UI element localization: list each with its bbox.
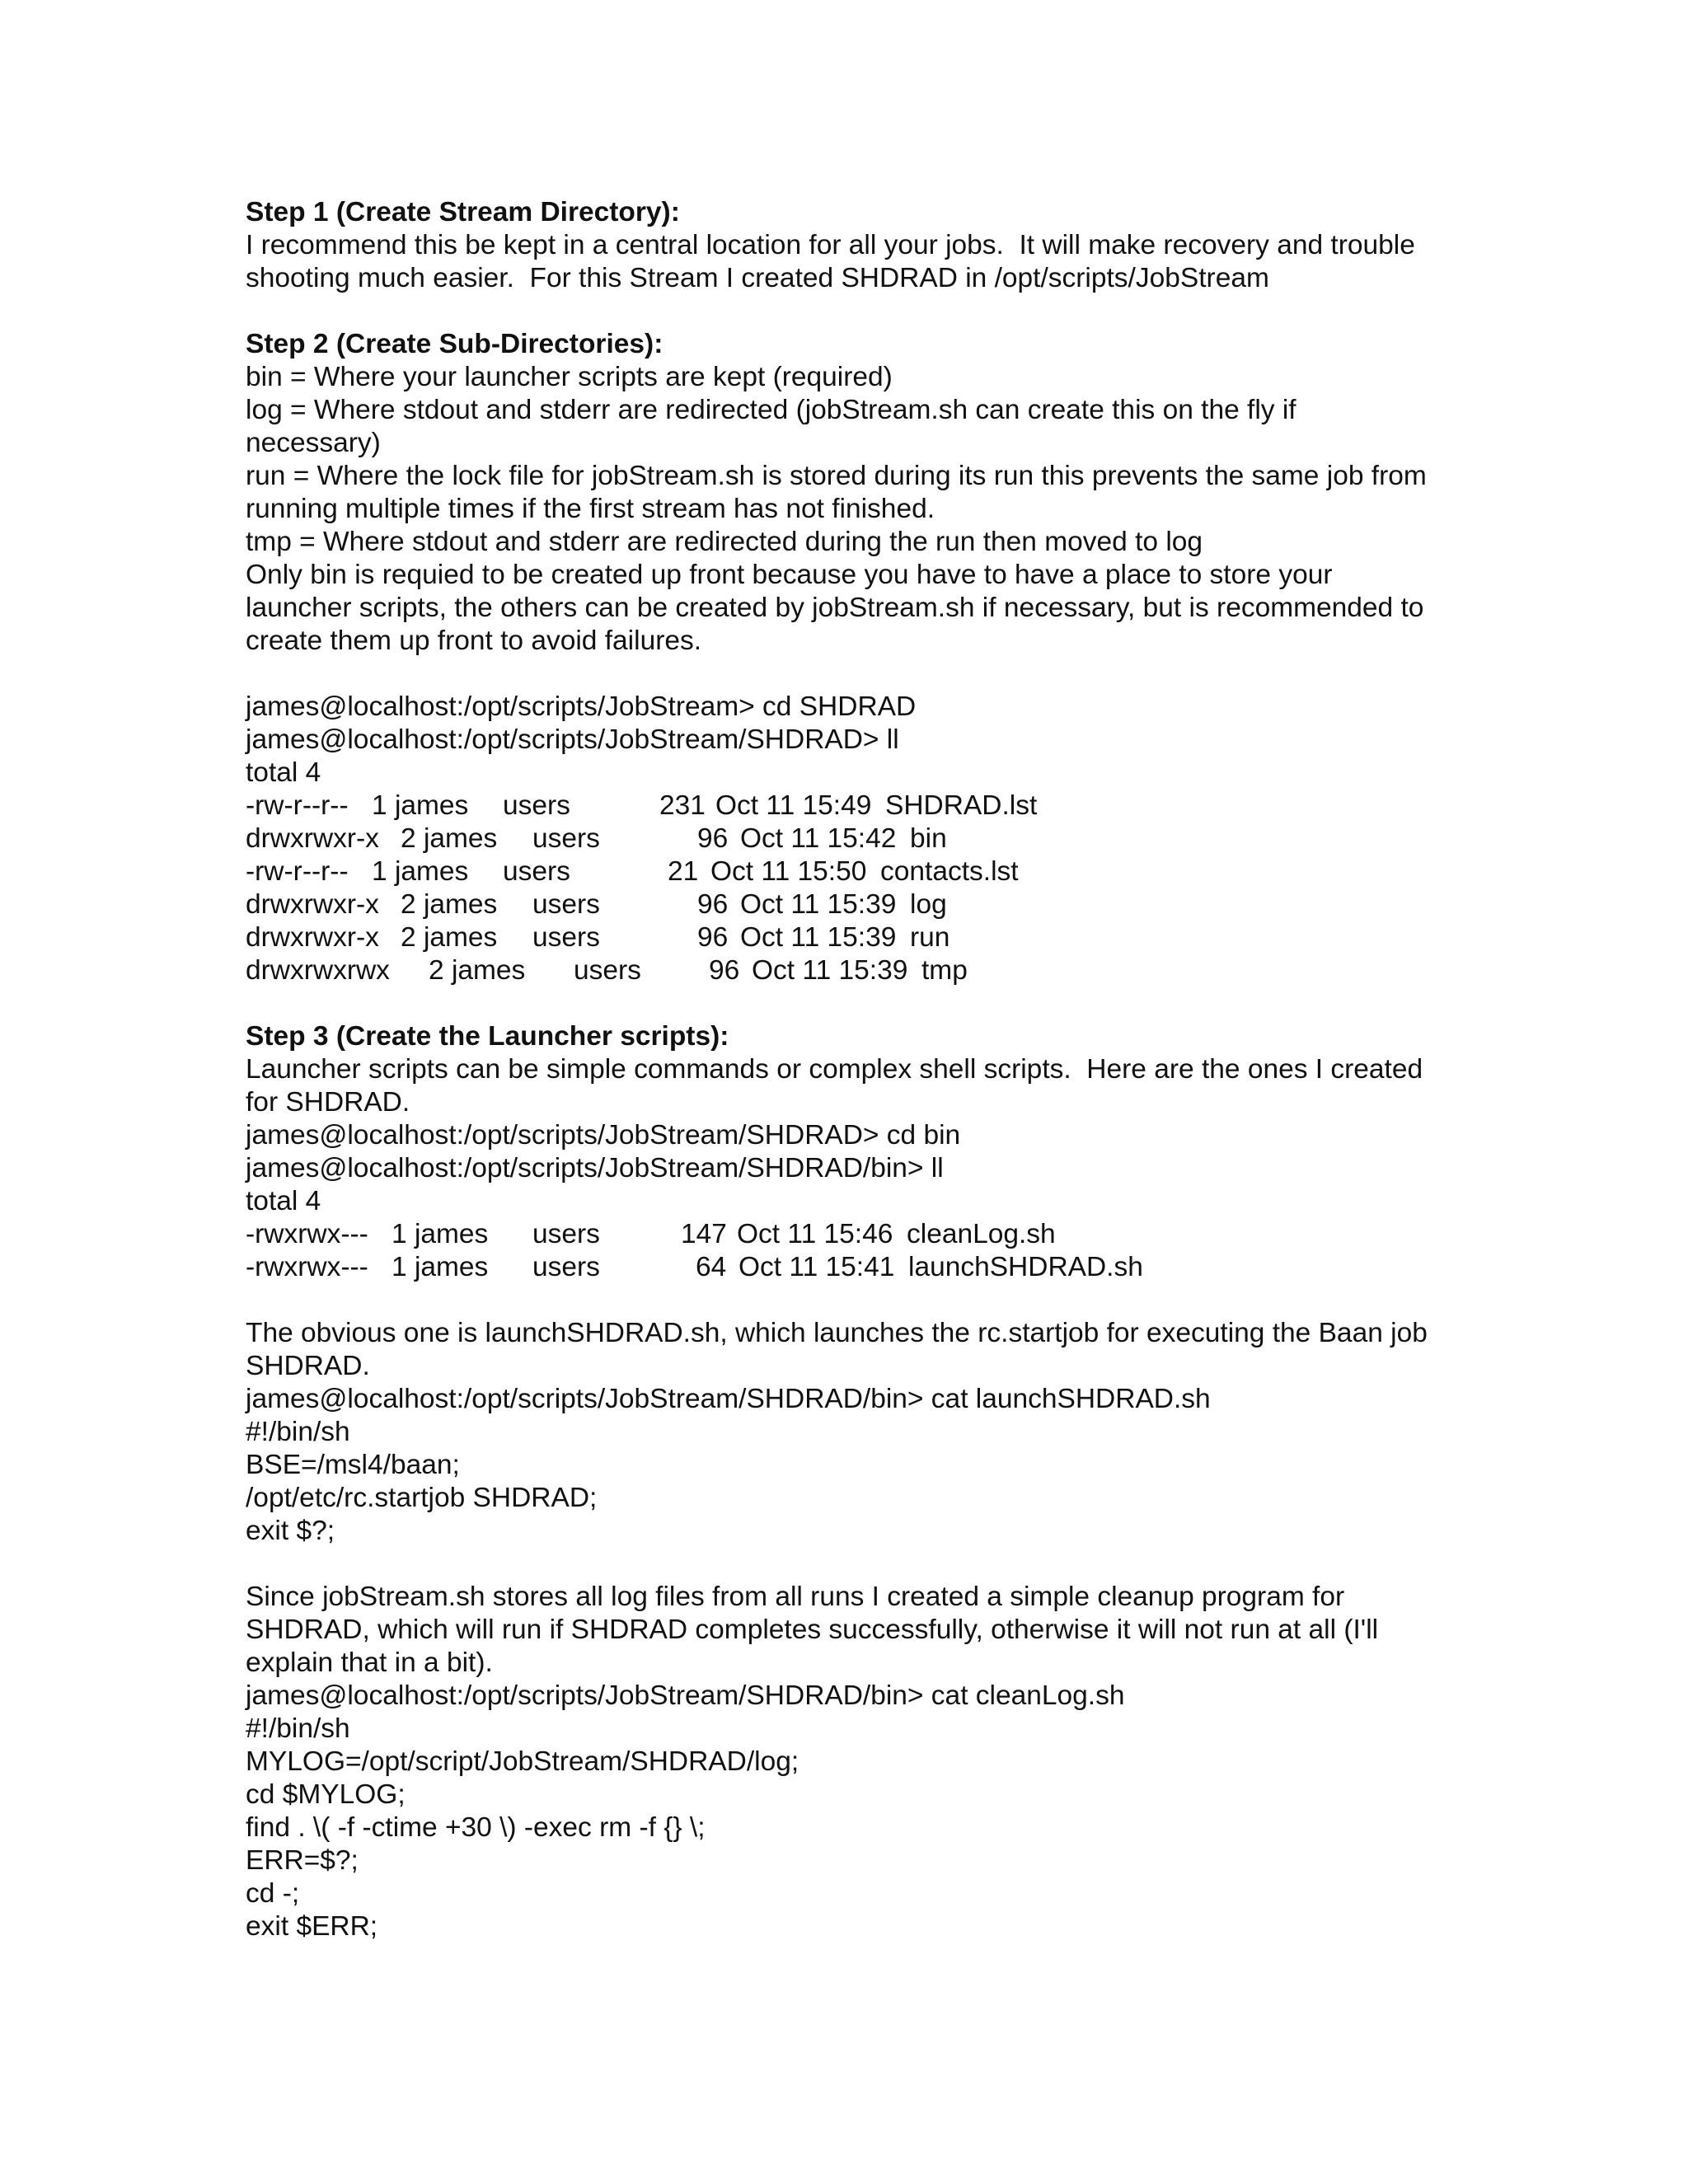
listing-row: [246, 888, 1449, 921]
step2-text-line: running multiple times if the first stream has not finished.: [246, 494, 935, 524]
listing-size: 96: [697, 922, 729, 953]
step3-text-line: for SHDRAD.: [246, 1087, 410, 1118]
listing-filename: tmp: [921, 955, 968, 986]
listing-group: users: [532, 1219, 600, 1249]
shell-command-line: james@localhost:/opt/scripts/JobStream> cd SHDRAD: [246, 691, 917, 722]
shell-command-line: james@localhost:/opt/scripts/JobStream/SHDRAD/bin> cat cleanLog.sh: [246, 1680, 1125, 1711]
directory-listing: [246, 1218, 1449, 1284]
listing-permissions: drwxrwxr-x: [246, 889, 379, 920]
shell-output-line: total 4: [246, 1186, 321, 1216]
spacer: [246, 658, 1449, 691]
step3-text-line: explain that in a bit).: [246, 1647, 493, 1678]
listing-size: 96: [709, 955, 740, 986]
listing-row: [246, 855, 1449, 888]
listing-permissions: -rw-r--r--: [246, 790, 349, 821]
listing-date: Oct 11 15:46: [737, 1219, 893, 1249]
script-line: find . \( -f -ctime +30 \) -exec rm -f {} \;: [246, 1812, 706, 1843]
step3-text-line: SHDRAD.: [246, 1351, 370, 1381]
listing-group: users: [532, 1252, 600, 1282]
listing-filename: cleanLog.sh: [907, 1219, 1056, 1249]
listing-size: 96: [697, 823, 729, 854]
listing-row: [246, 823, 1449, 855]
script-line: #!/bin/sh: [246, 1417, 350, 1447]
shell-command-line: james@localhost:/opt/scripts/JobStream/SHDRAD/bin> cat launchSHDRAD.sh: [246, 1384, 1211, 1414]
listing-owner: 2 james: [401, 823, 498, 854]
script-line: MYLOG=/opt/script/JobStream/SHDRAD/log;: [246, 1746, 799, 1777]
listing-size: 21: [668, 856, 699, 887]
listing-owner: 1 james: [392, 1219, 489, 1249]
listing-date: Oct 11 15:50: [710, 856, 867, 887]
listing-owner: 2 james: [429, 955, 526, 986]
listing-date: Oct 11 15:41: [738, 1252, 895, 1282]
step3-text-line: Since jobStream.sh stores all log files from all runs I created a simple cleanup program for: [246, 1582, 1345, 1612]
listing-row: [246, 954, 1449, 987]
step2-text-line: log = Where stdout and stderr are redirected (jobStream.sh can create this on the fly if: [246, 395, 1296, 425]
listing-permissions: -rw-r--r--: [246, 856, 349, 887]
script-line: ERR=$?;: [246, 1845, 359, 1876]
listing-date: Oct 11 15:39: [752, 955, 908, 986]
listing-permissions: drwxrwxr-x: [246, 922, 379, 953]
step1-text-line: shooting much easier. For this Stream I created SHDRAD in /opt/scripts/JobStream: [246, 263, 1269, 293]
document-page: [246, 196, 1449, 1943]
shell-command-line: james@localhost:/opt/scripts/JobStream/SHDRAD> ll: [246, 724, 899, 755]
script-line: /opt/etc/rc.startjob SHDRAD;: [246, 1483, 598, 1513]
listing-permissions: drwxrwxrwx: [246, 955, 390, 986]
listing-date: Oct 11 15:42: [740, 823, 897, 854]
listing-date: Oct 11 15:39: [740, 889, 897, 920]
step3-text-line: SHDRAD, which will run if SHDRAD completes successfully, otherwise it will not run at all (I'll: [246, 1615, 1379, 1645]
step3-text-line: Launcher scripts can be simple commands or complex shell scripts. Here are the ones I created: [246, 1054, 1423, 1085]
spacer: [246, 295, 1449, 328]
listing-size: 96: [697, 889, 729, 920]
listing-date: Oct 11 15:49: [715, 790, 872, 821]
listing-filename: run: [910, 922, 950, 953]
listing-filename: contacts.lst: [880, 856, 1019, 887]
listing-group: users: [574, 955, 641, 986]
step2-text-line: bin = Where your launcher scripts are kept (required): [246, 362, 893, 392]
listing-size: 231: [659, 790, 706, 821]
listing-permissions: -rwxrwx---: [246, 1219, 368, 1249]
listing-group: users: [532, 823, 600, 854]
step2-text-line: Only bin is requied to be created up front because you have to have a place to store your: [246, 560, 1333, 590]
spacer: [246, 1284, 1449, 1317]
step2-text-line: launcher scripts, the others can be created by jobStream.sh if necessary, but is recommended to: [246, 593, 1424, 623]
listing-owner: 2 james: [401, 889, 498, 920]
step1-heading: Step 1 (Create Stream Directory):: [246, 197, 680, 227]
shell-output-line: total 4: [246, 757, 321, 788]
listing-row: [246, 921, 1449, 954]
listing-owner: 2 james: [401, 922, 498, 953]
listing-group: users: [503, 790, 570, 821]
step2-heading: Step 2 (Create Sub-Directories):: [246, 329, 663, 359]
listing-group: users: [503, 856, 570, 887]
directory-listing: [246, 790, 1449, 987]
script-line: exit $ERR;: [246, 1911, 378, 1942]
listing-owner: 1 james: [392, 1252, 489, 1282]
listing-row: [246, 1218, 1449, 1251]
listing-row: [246, 790, 1449, 823]
listing-size: 64: [696, 1252, 727, 1282]
script-line: BSE=/msl4/baan;: [246, 1450, 460, 1480]
shell-command-line: james@localhost:/opt/scripts/JobStream/SHDRAD/bin> ll: [246, 1153, 944, 1183]
step2-text-line: tmp = Where stdout and stderr are redirected during the run then moved to log: [246, 527, 1203, 557]
listing-filename: launchSHDRAD.sh: [908, 1252, 1143, 1282]
listing-owner: 1 james: [372, 856, 469, 887]
listing-permissions: drwxrwxr-x: [246, 823, 379, 854]
listing-filename: SHDRAD.lst: [885, 790, 1038, 821]
listing-group: users: [532, 922, 600, 953]
shell-command-line: james@localhost:/opt/scripts/JobStream/SHDRAD> cd bin: [246, 1120, 961, 1151]
listing-date: Oct 11 15:39: [740, 922, 897, 953]
listing-owner: 1 james: [372, 790, 469, 821]
step1-text-line: I recommend this be kept in a central location for all your jobs. It will make recovery and trouble: [246, 230, 1415, 260]
step2-text-line: run = Where the lock file for jobStream.sh is stored during its run this prevents the same job from: [246, 461, 1427, 491]
listing-row: [246, 1251, 1449, 1284]
spacer: [246, 1548, 1449, 1581]
script-line: #!/bin/sh: [246, 1713, 350, 1744]
step2-text-line: create them up front to avoid failures.: [246, 626, 702, 656]
step2-text-line: necessary): [246, 428, 381, 458]
listing-group: users: [532, 889, 600, 920]
spacer: [246, 987, 1449, 1020]
listing-filename: log: [910, 889, 947, 920]
step3-heading: Step 3 (Create the Launcher scripts):: [246, 1021, 729, 1052]
listing-size: 147: [681, 1219, 727, 1249]
script-line: cd $MYLOG;: [246, 1779, 406, 1810]
script-line: cd -;: [246, 1878, 300, 1909]
listing-filename: bin: [910, 823, 947, 854]
script-line: exit $?;: [246, 1516, 335, 1546]
step3-text-line: The obvious one is launchSHDRAD.sh, which launches the rc.startjob for executing the Baan job: [246, 1318, 1428, 1348]
listing-permissions: -rwxrwx---: [246, 1252, 368, 1282]
